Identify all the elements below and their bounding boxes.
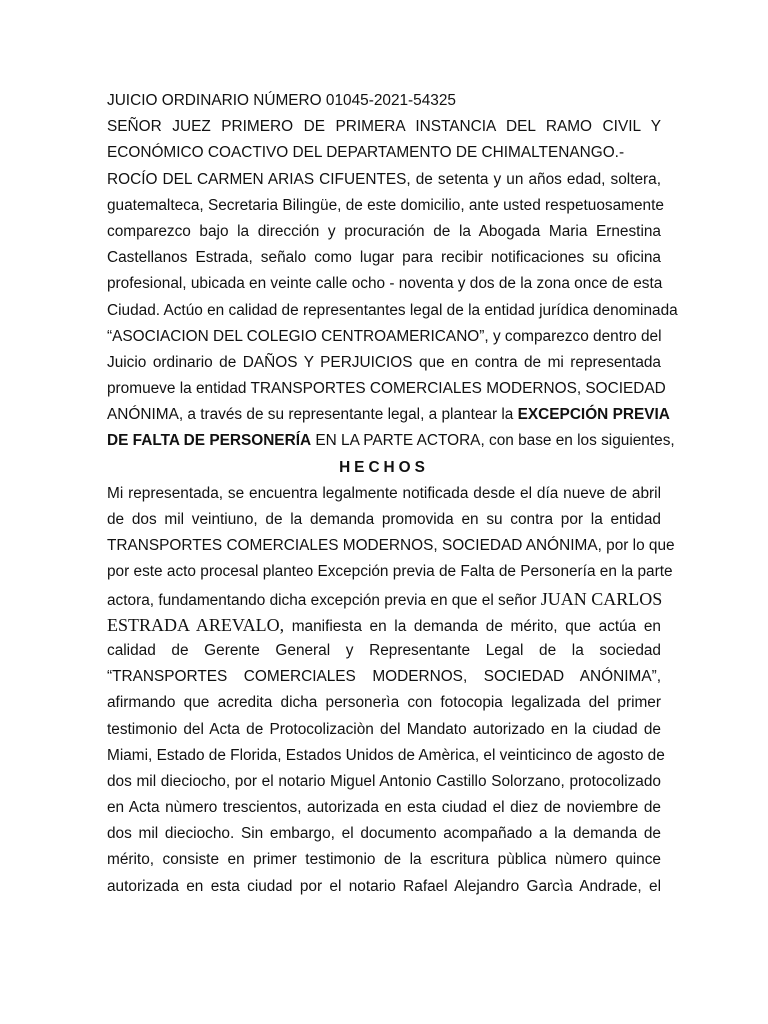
address-line: ECONÓMICO COACTIVO DEL DEPARTAMENTO DE CHIMALTENANGO.-: [107, 144, 625, 162]
facts-line: dos mil dieciocho, por el notario Miguel Antonio Castillo Solorzano, protocolizado: [107, 772, 661, 790]
intro-line: guatemalteca, Secretaria Bilingüe, de este domicilio, ante usted respetuosamente: [107, 196, 664, 214]
facts-line: Mi representada, se encuentra legalmente notificada desde el día nueve de abril: [107, 484, 661, 502]
facts-line: de dos mil veintiuno, de la demanda promovida en su contra por la entidad: [107, 511, 661, 528]
intro-text: ANÓNIMA, a través de su representante legal, a plantear la: [107, 406, 518, 424]
facts-line: por este acto procesal planteo Excepción previa de Falta de Personería en la parte: [107, 563, 673, 581]
intro-line: Castellanos Estrada, señalo como lugar para recibir notificaciones su oficina: [107, 249, 661, 267]
intro-line: profesional, ubicada en veinte calle ocho - noventa y dos de la zona once de esta: [107, 275, 663, 293]
person-name: JUAN CARLOS: [540, 588, 663, 609]
section-title: HECHOS: [339, 458, 429, 476]
address-line: SEÑOR JUEZ PRIMERO DE PRIMERA INSTANCIA DEL RAMO CIVIL Y: [107, 118, 661, 136]
facts-line: calidad de Gerente General y Representante Legal de la sociedad: [107, 641, 661, 659]
facts-line: afirmando que acredita dicha personerìa con fotocopia legalizada del primer: [107, 694, 661, 712]
intro-line: [107, 428, 675, 454]
case-number: JUICIO ORDINARIO NÚMERO 01045-2021-54325: [107, 92, 456, 109]
intro-text: EN LA PARTE ACTORA, con base en los siguientes,: [311, 432, 675, 450]
facts-line: en Acta nùmero trescientos, autorizada en esta ciudad el diez de noviembre de: [107, 799, 661, 817]
facts-line: [107, 612, 661, 638]
facts-line: dos mil dieciocho. Sin embargo, el documento acompañado a la demanda de: [107, 825, 661, 843]
intro-line: promueve la entidad TRANSPORTES COMERCIALES MODERNOS, SOCIEDAD: [107, 380, 666, 398]
facts-line: autorizada en esta ciudad por el notario Rafael Alejandro Garcìa Andrade, el: [107, 877, 661, 895]
facts-line: TRANSPORTES COMERCIALES MODERNOS, SOCIEDAD ANÓNIMA, por lo que: [107, 537, 675, 555]
facts-line: testimonio del Acta de Protocolizaciòn del Mandato autorizado en la ciudad de: [107, 720, 661, 738]
facts-line: Miami, Estado de Florida, Estados Unidos de Amèrica, el veinticinco de agosto de: [107, 746, 665, 764]
document-page: [107, 88, 678, 900]
bold-exception-text: EXCEPCIÓN PREVIA: [517, 406, 670, 424]
intro-line: Juicio ordinario de DAÑOS Y PERJUICIOS que en contra de mi representada: [107, 353, 661, 371]
intro-line: Ciudad. Actúo en calidad de representantes legal de la entidad jurídica denominada: [107, 301, 678, 319]
intro-line: ROCÍO DEL CARMEN ARIAS CIFUENTES, de setenta y un años edad, soltera,: [107, 170, 661, 188]
bold-exception-text: DE FALTA DE PERSONERÍA: [107, 432, 312, 450]
intro-line: comparezco bajo la dirección y procuración de la Abogada Maria Ernestina: [107, 222, 661, 240]
person-name: ESTRADA AREVALO,: [107, 614, 285, 635]
facts-text: manifiesta en la demanda de mérito, que actúa en: [284, 617, 661, 635]
facts-text: actora, fundamentando dicha excepción previa en que el señor: [107, 591, 541, 609]
facts-line: “TRANSPORTES COMERCIALES MODERNOS, SOCIEDAD ANÓNIMA”,: [107, 668, 661, 686]
intro-line: “ASOCIACION DEL COLEGIO CENTROAMERICANO”, y comparezco dentro del: [107, 327, 662, 345]
facts-line: mérito, consiste en primer testimonio de la escritura pùblica nùmero quince: [107, 851, 661, 869]
facts-line: [107, 586, 661, 612]
intro-line: [107, 402, 670, 428]
